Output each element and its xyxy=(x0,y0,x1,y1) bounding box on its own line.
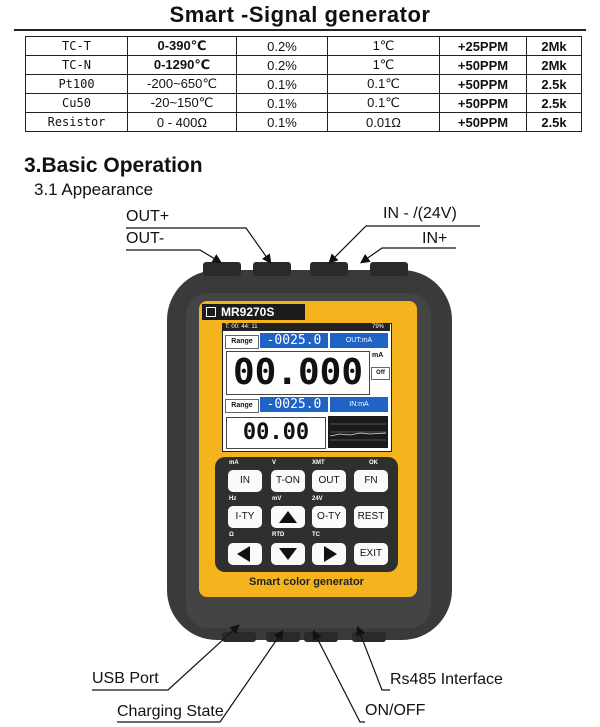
table-cell: 1℃ xyxy=(328,56,440,75)
table-cell: +50PPM xyxy=(440,75,527,94)
table-cell: -20~150℃ xyxy=(128,94,237,113)
table-cell: 0.2% xyxy=(237,56,328,75)
label-usb-port: USB Port xyxy=(92,670,159,687)
main-reading: 00.000 xyxy=(226,351,370,395)
label-out-minus: OUT- xyxy=(126,230,165,247)
table-cell: 0.1℃ xyxy=(328,94,440,113)
key-label-hz: Hz xyxy=(229,496,237,502)
table-cell: 1℃ xyxy=(328,37,440,56)
table-cell: Cu50 xyxy=(26,94,128,113)
table-cell: 0.2% xyxy=(237,37,328,56)
key-label-ok: OK xyxy=(369,460,378,466)
subsection-heading: 3.1 Appearance xyxy=(34,180,154,199)
table-cell: TC-N xyxy=(26,56,128,75)
in-range-label: Range xyxy=(225,399,259,413)
table-cell: 0 - 400Ω xyxy=(128,113,237,132)
table-cell: Pt100 xyxy=(26,75,128,94)
exit-button[interactable]: EXIT xyxy=(354,543,388,565)
table-cell: 0-390℃ xyxy=(128,37,237,56)
table-cell: +25PPM xyxy=(440,37,527,56)
table-cell: 0.1% xyxy=(237,113,328,132)
sub-reading: 00.00 xyxy=(226,417,326,449)
out-mode: OUT:mA xyxy=(330,333,388,348)
out-range-label: Range xyxy=(225,335,259,349)
table-cell: 0.1% xyxy=(237,75,328,94)
label-in-plus: IN+ xyxy=(422,230,448,247)
table-cell: 2Mk xyxy=(527,37,582,56)
table-cell: 2.5k xyxy=(527,113,582,132)
reset-button[interactable]: REST xyxy=(354,506,388,528)
i-ty-button[interactable]: I-TY xyxy=(228,506,262,528)
table-cell: +50PPM xyxy=(440,94,527,113)
key-label-v: V xyxy=(272,460,277,466)
key-label-ohm: Ω xyxy=(229,532,234,538)
in-setpoint: -0025.0 xyxy=(260,397,328,412)
label-on-off: ON/OFF xyxy=(365,702,426,719)
battery-level: 79% xyxy=(371,324,384,330)
table-cell: Resistor xyxy=(26,113,128,132)
key-label-xmt: XMT xyxy=(312,460,325,466)
screen-time: T: 00: 44: 11 xyxy=(225,324,258,330)
fn-button[interactable]: FN xyxy=(354,470,388,492)
table-cell: TC-T xyxy=(26,37,128,56)
t-on-button[interactable]: T-ON xyxy=(271,470,305,492)
key-label-rtd: RTD xyxy=(272,532,285,538)
off-label: Off xyxy=(371,367,390,380)
label-in-minus: IN - /(24V) xyxy=(383,205,457,222)
brand-text: Smart color generator xyxy=(249,576,364,588)
table-cell: 2Mk xyxy=(527,56,582,75)
table-cell: 0.01Ω xyxy=(328,113,440,132)
out-button[interactable]: OUT xyxy=(312,470,346,492)
table-cell: 0.1℃ xyxy=(328,75,440,94)
key-label-24v: 24V xyxy=(312,496,323,502)
key-label-tc: TC xyxy=(312,532,320,538)
in-button[interactable]: IN xyxy=(228,470,262,492)
in-mode: IN:mA xyxy=(330,397,388,412)
out-setpoint: -0025.0 xyxy=(260,333,328,348)
table-cell: +50PPM xyxy=(440,56,527,75)
table-cell: 0-1290℃ xyxy=(128,56,237,75)
label-out-plus: OUT+ xyxy=(126,208,170,225)
unit-label: mA xyxy=(372,352,384,359)
table-cell: +50PPM xyxy=(440,113,527,132)
table-cell: 0.1% xyxy=(237,94,328,113)
table-cell: 2.5k xyxy=(527,75,582,94)
label-rs485: Rs485 Interface xyxy=(390,671,503,688)
key-label-ma: mA xyxy=(229,460,239,466)
page-title: Smart -Signal generator xyxy=(169,2,431,27)
o-ty-button[interactable]: O-TY xyxy=(312,506,346,528)
model-name: MR9270S xyxy=(221,305,275,319)
section-heading: 3.Basic Operation xyxy=(24,154,203,177)
table-cell: 2.5k xyxy=(527,94,582,113)
table-cell: -200~650℃ xyxy=(128,75,237,94)
key-label-mv: mV xyxy=(272,496,282,502)
label-charging-state: Charging State xyxy=(117,703,224,720)
